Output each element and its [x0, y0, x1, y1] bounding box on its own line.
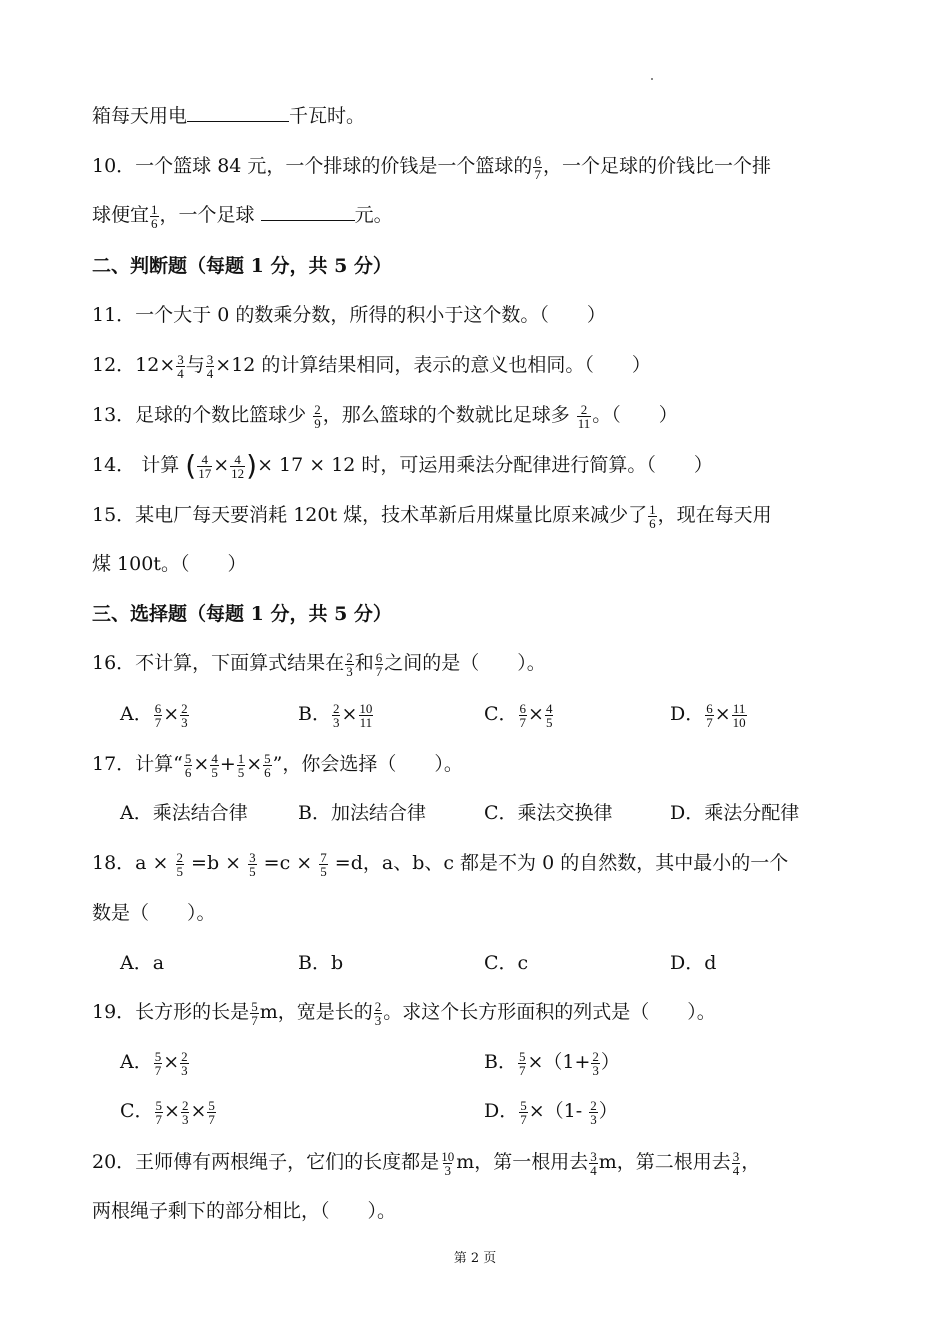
q11-line: 11．一个大于 0 的数乘分数，所得的积小于这个数。（ ） [92, 304, 606, 326]
numerator: 2 [592, 1048, 599, 1064]
numerator: 5 [518, 1048, 526, 1064]
option-fraction [589, 1099, 598, 1126]
q19-fraction-2 [374, 1000, 383, 1027]
left-parenthesis: ( [185, 449, 197, 482]
q20-text: m，第一根用去 [456, 1151, 589, 1173]
times-sign: × [193, 753, 210, 775]
q18-text: =b × [185, 852, 248, 874]
q20-line-1 [92, 1148, 760, 1177]
closing-paren: ） [600, 1051, 620, 1073]
q14-text: 14． 计算 [92, 454, 186, 476]
numerator: 2 [332, 700, 340, 716]
option-label: C． [484, 703, 518, 725]
q20-text: 20．王师傅有两根绳子，它们的长度都是 [92, 1151, 440, 1173]
numerator: 5 [520, 1097, 527, 1113]
q9-text-a: 箱每天用电 [92, 105, 188, 127]
q12-text: 12．12× [92, 354, 176, 376]
q20-line-2: 两根绳子剩下的部分相比，（ ）。 [92, 1200, 397, 1222]
numerator: 4 [201, 451, 208, 467]
numerator: 1 [237, 750, 245, 766]
times-sign: × [164, 1100, 180, 1122]
q18-option-d[interactable]: D．d [670, 952, 717, 974]
operator: ×（1+ [527, 1051, 591, 1073]
q18-option-a[interactable]: A．a [120, 952, 165, 974]
q19-line [92, 998, 716, 1027]
denominator: 3 [332, 714, 340, 730]
denominator: 7 [251, 1012, 258, 1028]
option-fraction [207, 1099, 216, 1126]
denominator: 5 [545, 714, 553, 730]
q20-fraction-1 [440, 1150, 455, 1177]
q15-line-1 [92, 501, 772, 530]
q10-text: 10．一个篮球 84 元，一个排球的价钱是一个篮球的 [92, 155, 533, 177]
q20-fraction-2 [589, 1150, 598, 1177]
numerator: 2 [580, 401, 588, 417]
q20-fraction-3 [732, 1150, 741, 1177]
q19-text: m，宽是长的 [259, 1001, 373, 1023]
option-fraction [154, 1050, 163, 1077]
q19-text: 。求这个长方形面积的列式是（ ）。 [383, 1001, 716, 1023]
q17-fraction-4 [263, 752, 272, 779]
option-fraction [519, 702, 528, 729]
denominator: 7 [520, 1111, 527, 1127]
plus-sign: + [219, 753, 236, 775]
stray-dot [651, 78, 653, 80]
q16-fraction-1 [345, 651, 354, 678]
q12-line [92, 351, 651, 380]
q10-line-2 [92, 201, 393, 230]
q14-fraction-2 [230, 453, 245, 480]
q18-text: =c × [257, 852, 319, 874]
option-label: B． [298, 703, 331, 725]
numerator: 5 [264, 750, 271, 766]
q18-fraction-1 [176, 851, 185, 878]
numerator: 7 [320, 849, 327, 865]
denominator: 7 [154, 1062, 162, 1078]
numerator: 4 [211, 750, 218, 766]
denominator: 3 [444, 1162, 451, 1178]
option-fraction [732, 702, 747, 729]
numerator: 4 [545, 700, 553, 716]
numerator: 5 [155, 1097, 163, 1113]
denominator: 5 [249, 863, 256, 879]
q12-text: ×12 的计算结果相同，表示的意义也相同。（ ） [215, 354, 651, 376]
times-sign: × [163, 1051, 180, 1073]
numerator: 2 [181, 1097, 189, 1113]
numerator: 2 [314, 401, 321, 417]
q17-option-c[interactable]: C．乘法交换律 [484, 802, 613, 824]
option-label: D． [670, 703, 705, 725]
q18-line-2: 数是（ ）。 [92, 902, 216, 924]
q10-fraction-1 [533, 154, 542, 181]
numerator: 1 [151, 201, 158, 217]
denominator: 5 [211, 764, 218, 780]
q18-fraction-3 [319, 851, 328, 878]
q19-option-d[interactable] [484, 1097, 618, 1126]
numerator: 2 [590, 1097, 597, 1113]
section-2-heading: 二、判断题（每题 1 分，共 5 分） [92, 255, 392, 277]
q16-text: 和 [354, 652, 374, 674]
option-fraction [155, 1099, 164, 1126]
q13-line [92, 401, 678, 430]
q18-option-b[interactable]: B．b [298, 952, 344, 974]
q15-text: 15．某电厂每天要消耗 120t 煤，技术革新后用煤量比原来减少了 [92, 504, 648, 526]
numerator: 3 [732, 1148, 740, 1164]
q18-line-1 [92, 849, 788, 878]
q15-line-2: 煤 100t。（ ） [92, 553, 247, 575]
option-label: A． [120, 1051, 153, 1073]
numerator: 2 [374, 998, 382, 1014]
q13-fraction-2 [577, 403, 592, 430]
q19-text: 19．长方形的长是 [92, 1001, 250, 1023]
option-fraction [180, 1050, 189, 1077]
denominator: 7 [375, 663, 383, 679]
q17-text: 17．计算“ [92, 753, 183, 775]
q17-text: ”，你会选择（ ）。 [272, 753, 463, 775]
denominator: 12 [231, 465, 245, 481]
q20-text: ， [741, 1151, 761, 1173]
denominator: 6 [649, 515, 656, 531]
q16-text: 16．不计算，下面算式结果在 [92, 652, 345, 674]
q10-fraction-2 [150, 203, 159, 230]
q17-fraction-2 [210, 752, 219, 779]
numerator: 6 [534, 152, 541, 168]
denominator: 10 [732, 714, 746, 730]
option-fraction [519, 1099, 528, 1126]
denominator: 7 [154, 714, 162, 730]
option-fraction [332, 702, 341, 729]
numerator: 2 [346, 649, 353, 665]
numerator: 3 [249, 849, 256, 865]
numerator: 6 [706, 700, 713, 716]
option-fraction [181, 1099, 190, 1126]
q13-text: 13．足球的个数比篮球少 [92, 404, 313, 426]
option-fraction [705, 702, 714, 729]
q16-option-c[interactable] [484, 700, 554, 729]
q10-line-1 [92, 152, 771, 181]
q13-text: ，那么篮球的个数就比足球多 [322, 404, 576, 426]
q18-option-c[interactable]: C．c [484, 952, 529, 974]
q15-fraction [648, 503, 657, 530]
q19-option-b[interactable] [484, 1048, 620, 1077]
denominator: 3 [346, 663, 353, 679]
q12-fraction-2 [206, 353, 215, 380]
operator: ×（1- [528, 1100, 589, 1122]
denominator: 5 [320, 863, 327, 879]
q10-text: 球便宜 [92, 204, 150, 226]
option-label: B． [484, 1051, 517, 1073]
denominator: 7 [706, 714, 713, 730]
numerator: 5 [208, 1097, 215, 1113]
option-label: D． [484, 1100, 519, 1122]
q16-option-a[interactable] [120, 700, 190, 729]
denominator: 7 [208, 1111, 215, 1127]
q10-text: ，一个足球的价钱比一个排 [542, 155, 771, 177]
times-sign: × [714, 703, 731, 725]
q17-option-d[interactable]: D．乘法分配律 [670, 802, 800, 824]
times-sign: × [213, 454, 230, 476]
q18-text: =d，a、b、c 都是不为 0 的自然数，其中最小的一个 [328, 852, 789, 874]
q10-text: ，一个足球 [159, 204, 261, 226]
numerator: 5 [154, 1048, 162, 1064]
q10-text: 元。 [354, 204, 393, 226]
q18-text: 18．a × [92, 852, 175, 874]
q17-option-b[interactable]: B．加法结合律 [298, 802, 426, 824]
q13-fraction-1 [313, 403, 322, 430]
denominator: 17 [198, 465, 212, 481]
q16-option-d[interactable] [670, 700, 748, 729]
numerator: 10 [359, 700, 373, 716]
denominator: 9 [314, 415, 321, 431]
denominator: 7 [519, 714, 527, 730]
denominator: 11 [359, 714, 373, 730]
q16-line [92, 649, 546, 678]
option-fraction [591, 1050, 600, 1077]
times-sign: × [528, 703, 544, 725]
times-sign: × [246, 753, 263, 775]
page-number: 第 2 页 [453, 1251, 497, 1266]
denominator: 7 [534, 166, 541, 182]
q13-text: 。（ ） [592, 404, 678, 426]
q17-fraction-1 [184, 752, 193, 779]
q17-fraction-3 [237, 752, 246, 779]
denominator: 4 [206, 365, 214, 381]
q12-fraction-1 [176, 353, 185, 380]
numerator: 6 [375, 649, 383, 665]
q16-option-b[interactable] [298, 700, 374, 729]
denominator: 11 [577, 415, 591, 431]
q16-text: 之间的是（ ）。 [384, 652, 546, 674]
numerator: 3 [590, 1148, 597, 1164]
denominator: 5 [237, 764, 245, 780]
section-3-heading: 三、选择题（每题 1 分，共 5 分） [92, 603, 392, 625]
q15-text: ，现在每天用 [657, 504, 772, 526]
numerator: 5 [184, 750, 192, 766]
q19-fraction-1 [250, 1000, 259, 1027]
q18-fraction-2 [248, 851, 257, 878]
times-sign: × [341, 703, 358, 725]
q9-answer-blank[interactable] [187, 103, 289, 122]
numerator: 1 [649, 501, 656, 517]
numerator: 2 [176, 849, 184, 865]
q20-text: m，第二根用去 [598, 1151, 731, 1173]
option-fraction [358, 702, 373, 729]
numerator: 3 [177, 351, 184, 367]
numerator: 11 [732, 700, 746, 716]
numerator: 4 [234, 451, 241, 467]
numerator: 6 [154, 700, 162, 716]
q17-option-a[interactable]: A．乘法结合律 [120, 802, 248, 824]
denominator: 3 [181, 1062, 188, 1078]
numerator: 3 [206, 351, 214, 367]
q9-line [92, 102, 365, 130]
q10-answer-blank[interactable] [261, 202, 355, 221]
numerator: 6 [519, 700, 527, 716]
denominator: 5 [176, 863, 184, 879]
q9-text-b: 千瓦时。 [289, 105, 366, 127]
option-label: C． [120, 1100, 154, 1122]
denominator: 6 [184, 764, 192, 780]
denominator: 3 [590, 1111, 597, 1127]
numerator: 2 [181, 700, 188, 716]
times-sign: × [190, 1100, 207, 1122]
times-sign: × [163, 703, 180, 725]
denominator: 4 [177, 365, 184, 381]
option-label: A． [120, 703, 153, 725]
option-fraction [154, 702, 163, 729]
denominator: 4 [732, 1162, 740, 1178]
denominator: 3 [592, 1062, 599, 1078]
q16-fraction-2 [375, 651, 384, 678]
numerator: 5 [251, 998, 258, 1014]
denominator: 3 [181, 1111, 189, 1127]
denominator: 3 [181, 714, 188, 730]
q17-line [92, 750, 463, 779]
closing-paren: ） [598, 1100, 618, 1122]
right-parenthesis: ) [246, 449, 258, 482]
q14-fraction-1 [197, 453, 212, 480]
denominator: 4 [590, 1162, 597, 1178]
numerator: 2 [181, 1048, 188, 1064]
q19-option-a[interactable] [120, 1048, 190, 1077]
denominator: 7 [155, 1111, 163, 1127]
q14-text: × 17 × 12 时，可运用乘法分配律进行简算。（ ） [257, 454, 713, 476]
q14-line [92, 451, 713, 480]
denominator: 7 [518, 1062, 526, 1078]
q12-text: 与 [185, 354, 205, 376]
numerator: 10 [441, 1148, 455, 1164]
denominator: 6 [264, 764, 271, 780]
option-fraction [180, 702, 189, 729]
option-fraction [545, 702, 554, 729]
denominator: 6 [151, 215, 158, 231]
q19-option-c[interactable] [120, 1097, 217, 1126]
option-fraction [518, 1050, 527, 1077]
denominator: 3 [374, 1012, 382, 1028]
